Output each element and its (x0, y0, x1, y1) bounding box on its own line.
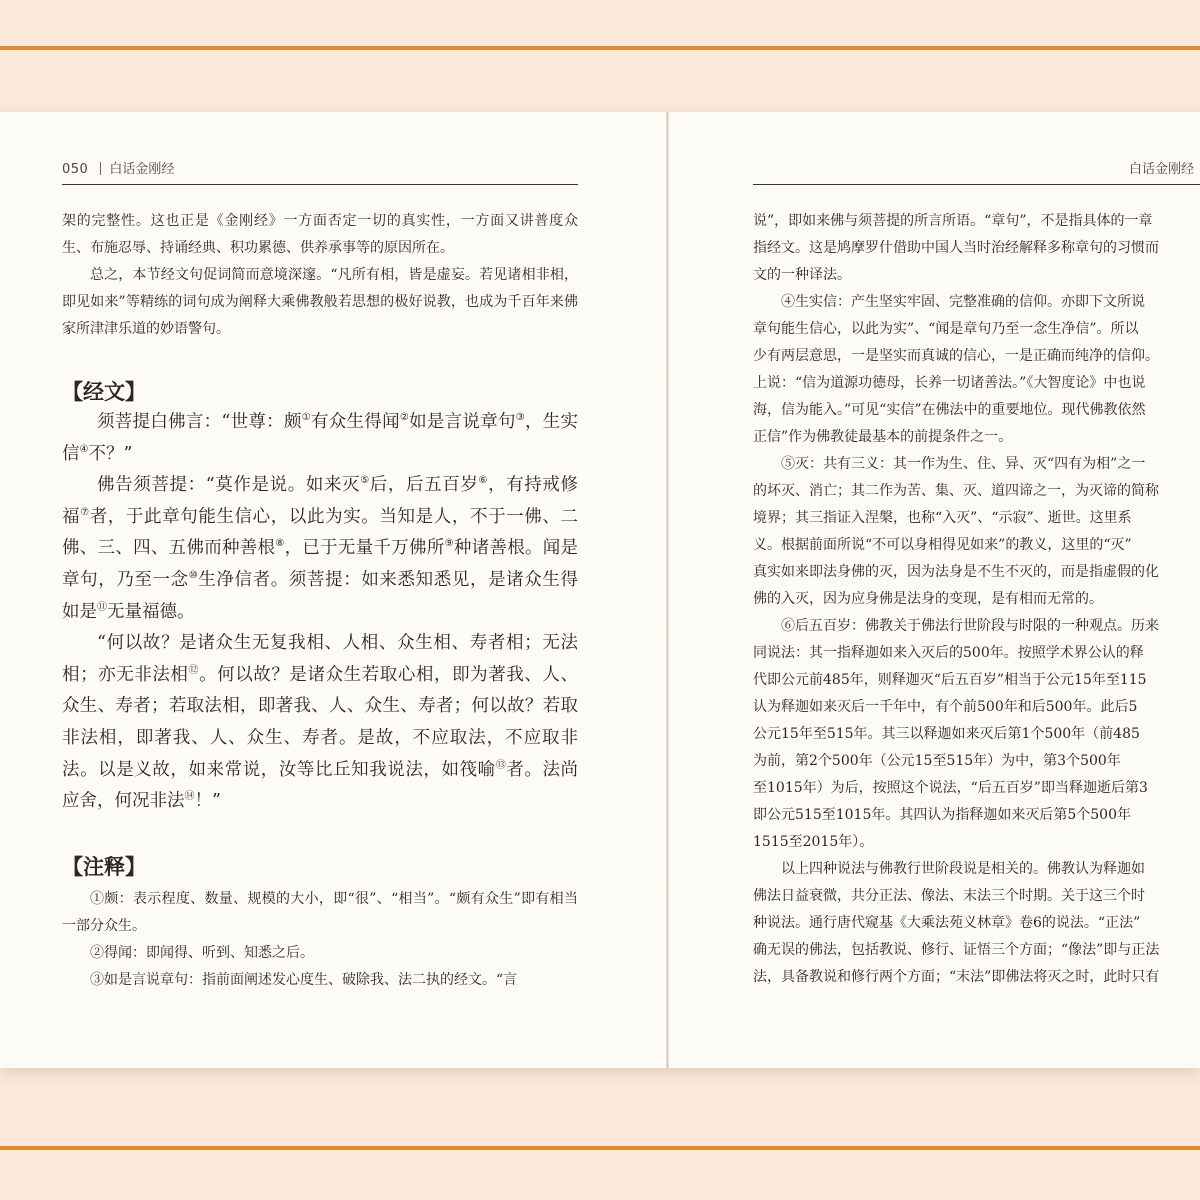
note-marker: ③ (515, 412, 525, 424)
note-marker: ⑧ (275, 538, 285, 550)
right-text-line: 同说法：其一指释迦如来入灭后的500年。按照学术界公认的释 (753, 645, 1144, 661)
right-text-line: 确无误的佛法，包括教说、修行、证悟三个方面；“像法”即与正法 (753, 942, 1160, 958)
scripture-text-run: 佛告须菩提：“莫作是说。如来灭 (97, 475, 361, 496)
scripture-text (62, 407, 578, 818)
right-text-line: 少有两层意思，一是坚实而真诚的信心，一是正确而纯净的信仰。 (753, 348, 1159, 364)
scripture-text-run: 有众生得闻 (310, 412, 400, 432)
left-header-rule (62, 184, 578, 185)
right-text-line: 的坏灭、消亡；其二作为苦、集、灭、道四谛之一，为灭谛的简称 (753, 483, 1159, 499)
running-title: 白话金刚经 (109, 162, 175, 177)
top-decorative-band (0, 46, 1200, 50)
right-text-line: ④生实信：产生坚实牢固、完整准确的信仰。亦即下文所说 (781, 294, 1145, 310)
zhushi-heading: 【注释】 (62, 853, 146, 879)
note-marker: ⑩ (188, 570, 199, 582)
scripture-text-run: 种诸善根。闻是章句，乃至一念 (62, 538, 579, 590)
note-marker: ⑬ (495, 759, 507, 771)
scripture-text-run: 后，后五百岁 (369, 475, 479, 496)
scripture-text-run: 生净信者。须菩提：如来悉知悉见，是诸众生得如是 (62, 569, 579, 622)
scripture-text-run: ！” (194, 791, 221, 812)
right-text-line: 以上四种说法与佛教行世阶段说是相关的。佛教认为释迦如 (781, 861, 1145, 877)
note-marker: ⑭ (184, 791, 195, 803)
right-text-line: 海，信为能入。”可见“实信”在佛法中的重要地位。现代佛教依然 (753, 402, 1146, 418)
note-marker: ① (301, 412, 311, 424)
scripture-paragraph (62, 407, 578, 470)
scripture-text-run: 如是言说章句 (409, 412, 516, 432)
right-page (669, 112, 1200, 1068)
right-header-rule (753, 184, 1200, 185)
right-text-line: 种说法。通行唐代窥基《大乘法苑义林章》卷6的说法。“正法” (753, 915, 1141, 931)
page-number: 050 (62, 162, 89, 177)
note-item: ②得闻：即闻得、听到、知悉之后。 (90, 944, 314, 961)
right-text-line: 指经文。这是鸠摩罗什借助中国人当时治经解释多称章句的习惯而 (753, 240, 1159, 256)
note-marker: ④ (79, 443, 89, 455)
scripture-text-run: 须菩提白佛言：“世尊：颇 (97, 412, 302, 432)
left-page-content (62, 208, 578, 994)
scripture-paragraph (62, 470, 578, 628)
notes-list (62, 886, 578, 994)
right-text-line: 至1015年）为后，按照这个说法，“后五百岁”即当释迦逝后第3 (753, 780, 1148, 796)
scripture-text-run: 不？” (88, 443, 133, 464)
note-marker: ⑨ (444, 538, 454, 550)
note-marker: ⑪ (97, 601, 107, 613)
scripture-text-run: 者。法尚应舍，何况非法 (62, 759, 579, 812)
scripture-text-run: “何以故？是诸众生无复我相、人相、众生相、寿者相；无法相；亦无非法相 (62, 633, 578, 685)
note-marker: ② (399, 412, 410, 424)
scripture-text-run: ，有持戒修福 (62, 475, 579, 527)
commentary-paragraph: 架的完整性。这也正是《金刚经》一方面否定一切的真实性，一方面又讲普度众生、布施忍辱、持诵经典、积功累德、供养承事等的原因所在。 (62, 213, 578, 256)
right-text-line: 为前，第2个500年（公元15至515年）为中，第3个500年 (753, 753, 1121, 769)
right-text-line: ⑤灭：共有三义：其一作为生、住、异、灭“四有为相”之一 (781, 456, 1146, 472)
note-marker: ⑦ (80, 506, 90, 518)
right-text-line: 真实如来即法身佛的灭，因为法身是不生不灭的，而是指虚假的化 (753, 564, 1159, 580)
right-text-line: 文的一种译法。 (753, 267, 851, 283)
running-head-divider (100, 162, 101, 175)
right-text-line: 公元15年至515年。其三以释迦如来灭后第1个500年（前485 (753, 726, 1140, 742)
running-title: 白话金刚经 (1129, 162, 1195, 177)
right-text-line: 正信”作为佛教徒最基本的前提条件之一。 (753, 429, 1013, 445)
right-page-content (753, 208, 1200, 991)
scripture-paragraph (62, 628, 578, 818)
right-text-line: 佛法日益衰微，共分正法、像法、末法三个时期。关于这三个时 (753, 888, 1145, 904)
right-text-line: 说”，即如来佛与须菩提的所言所语。“章句”，不是指具体的一章 (753, 213, 1153, 229)
right-text-line: 境界；其三指证入涅槃，也称“入灭”、“示寂”、逝世。这里系 (753, 510, 1132, 526)
right-text-line: 1515至2015年）。 (753, 834, 874, 850)
scripture-text-run: ，已于无量千万佛所 (284, 538, 445, 559)
right-running-head (1129, 158, 1194, 177)
right-text-line: 上说：“信为道源功德母，长养一切诸善法。”《大智度论》中也说 (753, 375, 1146, 391)
right-text-line: 佛的入灭，因为应身佛是法身的变现，是有相而无常的。 (753, 591, 1103, 607)
scripture-text-run: 。何以故？是诸众生若取心相，即为著我、人、众生、寿者；若取法相，即著我、人、众生、寿者；何以故？若取非法相，即著我、人、众生、寿者。是故，不应取法，不应取非法。以是义故，如来常说，汝等比丘知我说法，如筏喻 (62, 664, 579, 780)
right-text-line: 法，具备教说和修行两个方面；“末法”即佛法将灭之时，此时只有 (753, 969, 1160, 985)
right-text-line: 义。根据前面所说“不可以身相得见如来”的教义，这里的“灭” (753, 537, 1132, 553)
intro-commentary (62, 208, 578, 343)
note-item: ③如是言说章句：指前面阐述发心度生、破除我、法二执的经文。“言 (90, 971, 518, 988)
right-text-line: 代即公元前485年，则释迦灭“后五百岁”相当于公元15年至115 (753, 672, 1147, 688)
left-running-head (62, 158, 174, 177)
note-marker: ⑫ (188, 664, 200, 676)
note-marker: ⑥ (478, 475, 489, 487)
note-item: ①颇：表示程度、数量、规模的大小，即“很”、“相当”。“颇有众生”即有相当一部分众生。 (62, 890, 578, 934)
right-text-line: ⑥后五百岁：佛教关于佛法行世阶段与时限的一种观点。历来 (781, 618, 1159, 634)
scripture-text-run: 无量福德。 (107, 601, 195, 622)
right-text-line: 即公元515至1015年。其四认为指释迦如来灭后第5个500年 (753, 807, 1131, 823)
scripture-text-run: 者，于此章句能生信心，以此为实。当知是人，不于一佛、二佛、三、四、五佛而种善根 (62, 506, 579, 559)
note-marker: ⑤ (360, 475, 370, 487)
commentary-paragraph: 总之，本节经文句促词简而意境深邃。“凡所有相，皆是虚妄。若见诸相非相，即见如来”等精练的词句成为阐释大乘佛教般若思想的极好说教，也成为千百年来佛家所津津乐道的妙语警句。 (62, 267, 578, 337)
jingwen-heading: 【经文】 (62, 379, 146, 404)
right-text-line: 章句能生信心，以此为实”、“闻是章句乃至一念生净信”。所以 (753, 321, 1139, 337)
scripture-text-run: ，生实信 (62, 412, 579, 464)
left-page (0, 112, 666, 1068)
right-text-line: 认为释迦如来灭后一千年中，有个前500年和后500年。此后5 (753, 699, 1138, 715)
bottom-decorative-band (0, 1146, 1200, 1150)
book-spread (0, 112, 1200, 1068)
